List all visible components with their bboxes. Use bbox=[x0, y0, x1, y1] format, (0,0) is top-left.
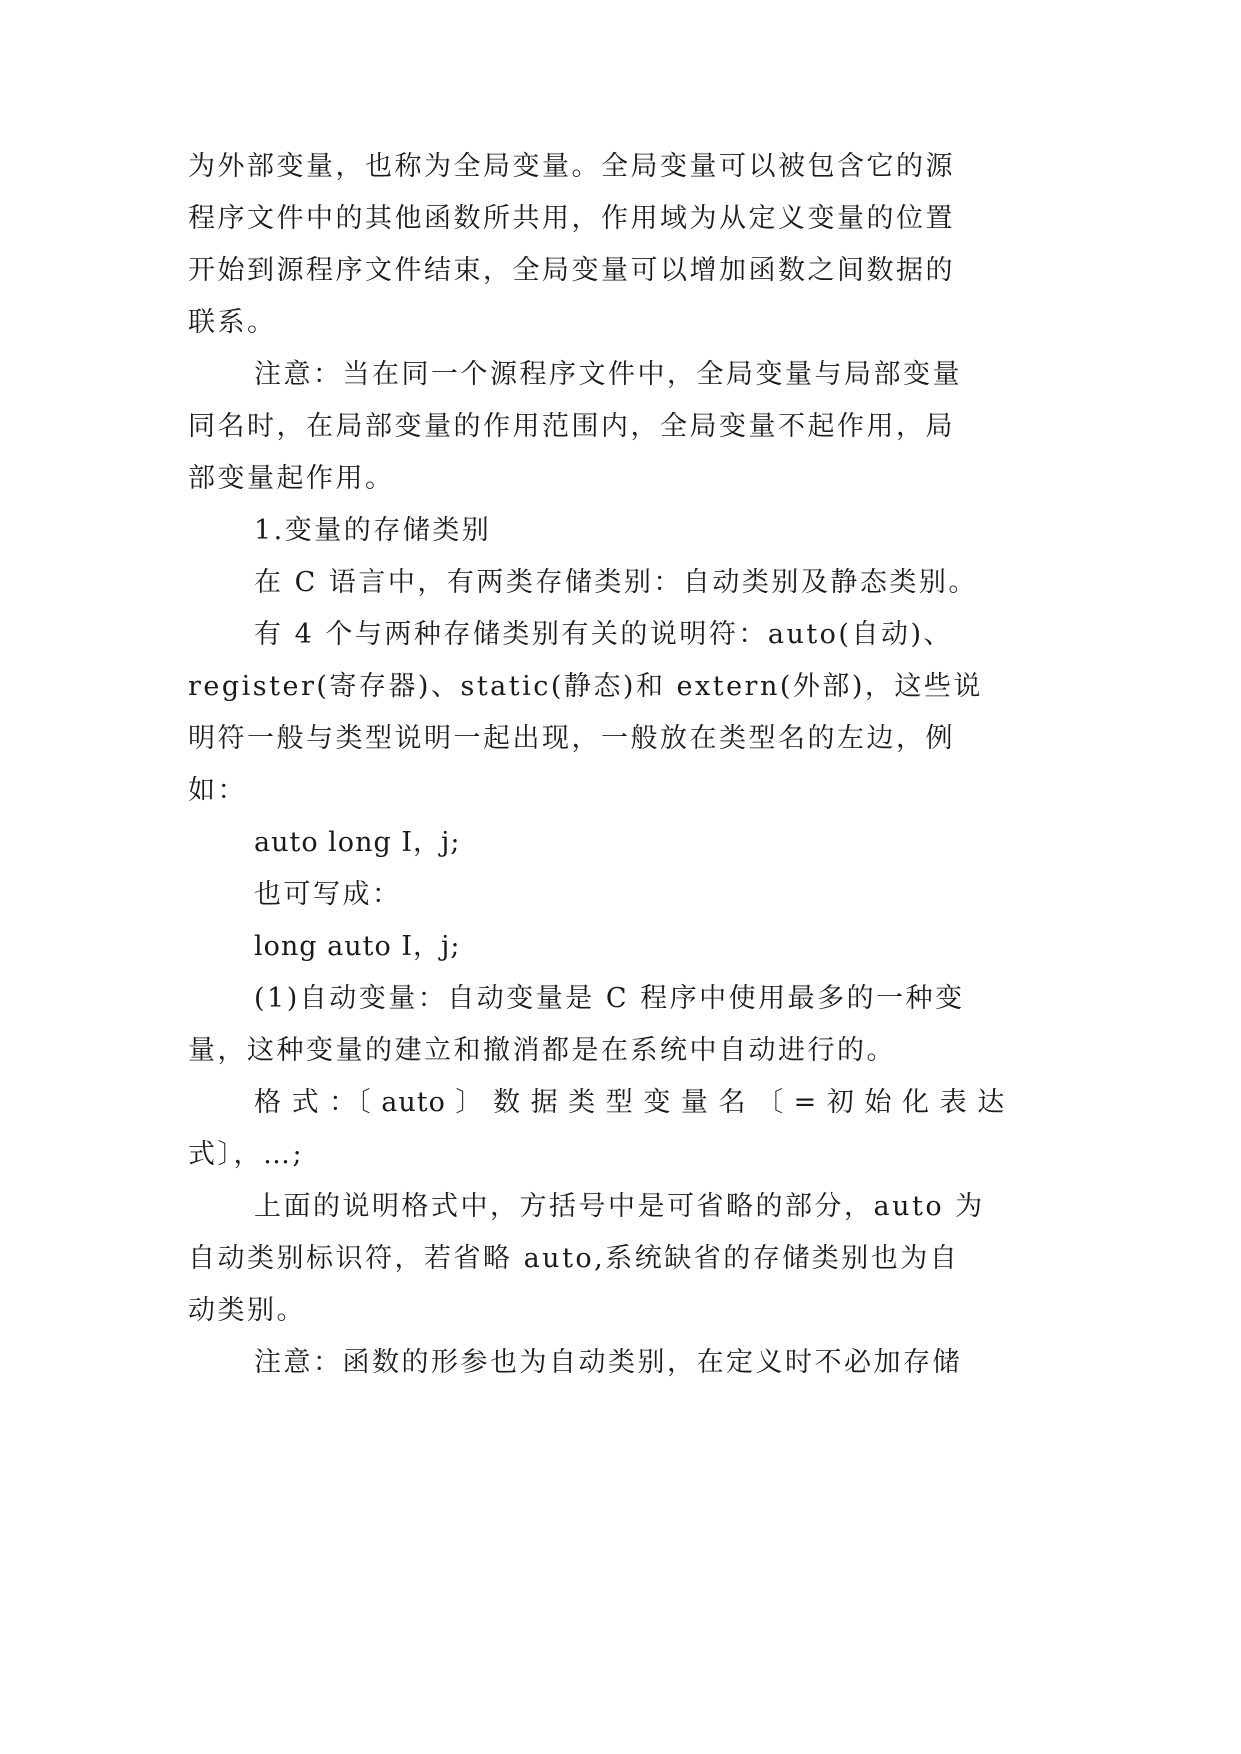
paragraph-line: 开始到源程序文件结束，全局变量可以增加函数之间数据的 bbox=[188, 255, 955, 286]
paragraph-line: register(寄存器)、static(静态)和 extern(外部)，这些说 bbox=[188, 671, 983, 702]
paragraph-line: 也可写成： bbox=[254, 879, 402, 910]
paragraph-line: 有 4 个与两种存储类别有关的说明符：auto(自动)、 bbox=[254, 619, 954, 650]
paragraph-line: 在 C 语言中，有两类存储类别：自动类别及静态类别。 bbox=[254, 567, 978, 598]
paragraph-line: 动类别。 bbox=[188, 1295, 306, 1326]
paragraph-line: 量，这种变量的建立和撤消都是在系统中自动进行的。 bbox=[188, 1035, 896, 1066]
paragraph-line: 自动类别标识符，若省略 auto,系统缺省的存储类别也为自 bbox=[188, 1243, 960, 1274]
format-line: 式〕，…; bbox=[188, 1139, 305, 1170]
format-line: 格 式 ：〔 auto 〕 数 据 类 型 变 量 名 〔 = 初 始 化 表 达 bbox=[254, 1087, 1006, 1118]
paragraph-line: 联系。 bbox=[188, 307, 277, 338]
note-paragraph-line: 同名时，在局部变量的作用范围内，全局变量不起作用，局 bbox=[188, 411, 955, 442]
code-example: long auto I，j; bbox=[254, 931, 461, 962]
paragraph-line: 程序文件中的其他函数所共用，作用域为从定义变量的位置 bbox=[188, 203, 955, 234]
paragraph-line: 明符一般与类型说明一起出现，一般放在类型名的左边，例 bbox=[188, 723, 955, 754]
paragraph-line: (1)自动变量：自动变量是 C 程序中使用最多的一种变 bbox=[254, 983, 965, 1014]
note-paragraph-line: 注意：函数的形参也为自动类别，在定义时不必加存储 bbox=[254, 1347, 962, 1378]
paragraph-line: 如： bbox=[188, 775, 247, 806]
paragraph-line: 为外部变量，也称为全局变量。全局变量可以被包含它的源 bbox=[188, 151, 955, 182]
note-paragraph-line: 部变量起作用。 bbox=[188, 463, 395, 494]
paragraph-line: 上面的说明格式中，方括号中是可省略的部分，auto 为 bbox=[254, 1191, 985, 1222]
section-heading: 1.变量的存储类别 bbox=[254, 515, 492, 546]
code-example: auto long I，j; bbox=[254, 827, 461, 858]
note-paragraph-line: 注意：当在同一个源程序文件中，全局变量与局部变量 bbox=[254, 359, 962, 390]
